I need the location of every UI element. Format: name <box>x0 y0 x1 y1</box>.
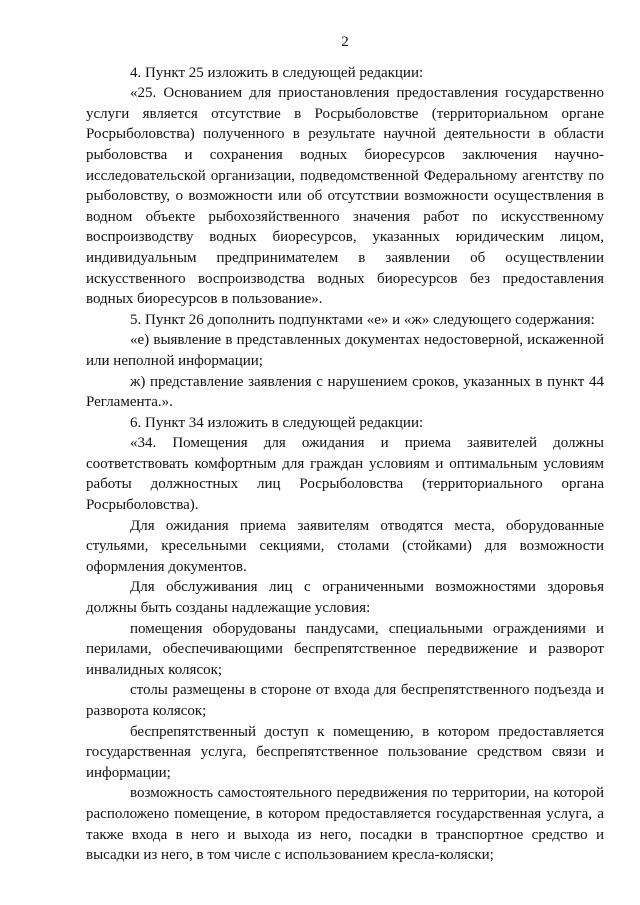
paragraph-access: беспрепятственный доступ к помещению, в котором предоставляется государственная услуга, беспрепятственное пользование средством связи и информации; <box>86 723 604 781</box>
paragraph-item-4: 4. Пункт 25 изложить в следующей редакции: <box>130 64 424 81</box>
paragraph-clause-34: «34. Помещения для ожидания и приема заявителей должны соответствовать комфортным для граждан условиям и оптимальным условиям работы должностных лиц Росрыболовства (территориального органа Росрыболовства). <box>86 435 604 514</box>
paragraph-movement: возможность самостоятельного передвижения по территории, на которой расположено помещение, в котором предоставляется государственная услуга, а также входа в него и выхода из него, посадки в транспортное средство и высадки из него, в том числе с использованием кресла-коляски; <box>86 785 604 864</box>
paragraph-ramps: помещения оборудованы пандусами, специальными ограждениями и перилами, обеспечивающими беспрепятственное передвижение и разворот инвалидных колясок; <box>86 620 604 678</box>
paragraph-item-6: 6. Пункт 34 изложить в следующей редакции: <box>130 414 424 431</box>
paragraph-disability-conditions: Для обслуживания лиц с ограниченными возможностями здоровья должны быть созданы надлежащие условия: <box>86 579 604 617</box>
paragraph-subclause-e: «е) выявление в представленных документах недостоверной, искаженной или неполной информации; <box>86 332 604 369</box>
paragraph-tables: столы размещены в стороне от входа для беспрепятственного подъезда и разворота колясок; <box>86 682 604 719</box>
paragraph-subclause-zh: ж) представление заявления с нарушением сроков, указанных в пункт 44 Регламента.». <box>86 373 604 411</box>
paragraph-clause-25: «25. Основанием для приостановления предоставления государственно услуги является отсутствие в Росрыболовстве (территориальном органе Росрыболовства) полученного в результате научной деятельности в области рыболовства и сохранения водных биоресурсов заключения научно-исследовательской организации, подведомственной Федеральному агентству по рыболовству, о возможности или об отсутствии возможности осуществления в водном объекте рыбохозяйственного значения работ по искусственному воспроизводству водных биоресурсов, указанных юридическим лицом, индивидуальным предпринимателем в заявлении об осуществлении искусственного воспроизводства водных биоресурсов без предоставления водных биоресурсов в пользование». <box>86 85 604 308</box>
paragraph-waiting-places: Для ожидания приема заявителям отводятся места, оборудованные стульями, кресельными секциями, столами (стойками) для возможности оформления документов. <box>86 517 604 575</box>
page-number: 2 <box>341 34 349 50</box>
paragraph-item-5: 5. Пункт 26 дополнить подпунктами «е» и «ж» следующего содержания: <box>130 311 595 328</box>
